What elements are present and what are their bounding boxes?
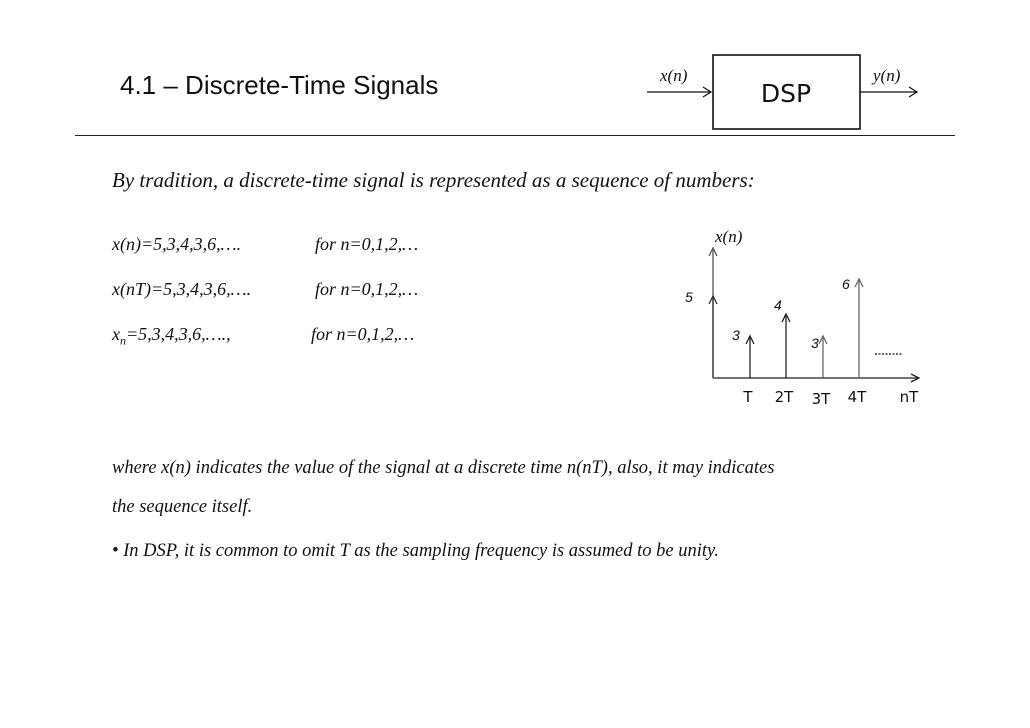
equation-3-rhs: for n=0,1,2,… [311, 324, 415, 344]
equation-2-rhs: for n=0,1,2,… [315, 279, 419, 299]
input-arrow [647, 87, 711, 97]
y-axis-label: x(n) [715, 227, 743, 246]
stem-4T [855, 279, 863, 378]
x-axis-label: nT [899, 388, 919, 406]
x-tick-4T: 4T [847, 388, 867, 406]
x-tick-T: T [743, 388, 753, 406]
value-label-4T: 6 [842, 276, 850, 292]
explanation-line-2: the sequence itself. [112, 497, 253, 517]
intro-text: By tradition, a discrete-time signal is represented as a sequence of numbers: [112, 168, 755, 192]
title-divider [75, 135, 955, 136]
equation-3-rest: =5,3,4,3,6,…., [126, 324, 231, 344]
x-tick-2T: 2T [774, 388, 794, 406]
slide-title: 4.1 – Discrete-Time Signals [120, 70, 439, 100]
input-label: x(n) [660, 66, 688, 85]
dsp-block-label: DSP [760, 79, 812, 108]
value-label-2T: 4 [774, 297, 782, 313]
bullet-note: • In DSP, it is common to omit T as the sampling frequency is assumed to be unity. [112, 541, 719, 561]
dsp-block-diagram [640, 45, 940, 140]
value-label-3T: 3 [811, 335, 819, 351]
explanation-line-1: where x(n) indicates the value of the signal at a discrete time n(nT), also, it may indicates [112, 458, 775, 478]
equation-3-subscript: n [120, 333, 126, 348]
equation-2-lhs: x(nT)=5,3,4,3,6,…. [112, 279, 252, 299]
value-label-n0: 5 [685, 289, 693, 305]
stem-n0 [709, 296, 717, 378]
value-label-T: 3 [732, 327, 740, 343]
stem-plot [670, 222, 930, 417]
stem-3T [819, 336, 827, 378]
equation-3-lhs [112, 324, 231, 349]
stem-T [746, 336, 754, 378]
x-tick-3T: 3T [811, 390, 831, 408]
equation-1-rhs: for n=0,1,2,… [315, 234, 419, 254]
output-label: y(n) [873, 66, 901, 85]
output-arrow [860, 87, 917, 97]
equation-1-lhs: x(n)=5,3,4,3,6,…. [112, 234, 242, 254]
stem-2T [782, 314, 790, 378]
equation-3-base: x [112, 324, 120, 344]
